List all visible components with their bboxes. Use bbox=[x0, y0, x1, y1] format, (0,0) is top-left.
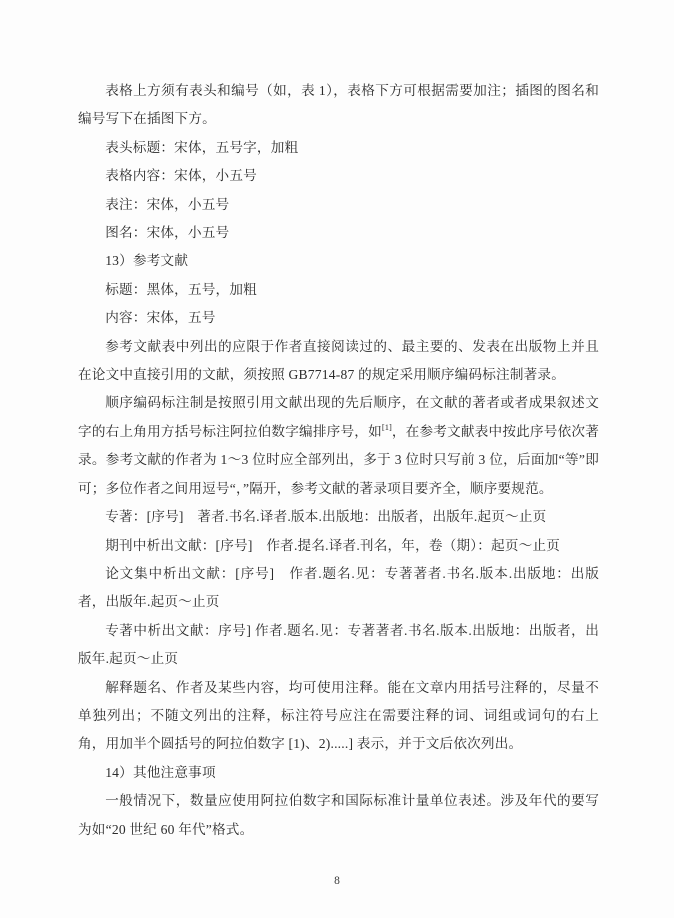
line-table-content-format: 表格内容：宋体，小五号 bbox=[105, 168, 257, 184]
line-table-note-format: 表注：宋体，小五号 bbox=[105, 196, 230, 212]
paragraph-ref-format-monograph-excerpt: 专著中析出文献：序号] 作者.题名.见：专著著者.书名.版本.出版地：出版者，出版年.起页～止页 bbox=[78, 622, 599, 667]
paragraph-reference-scope: 参考文献表中列出的应限于作者直接阅读过的、最主要的、发表在出版物上并且在论文中直接引用的文献，须按照 GB7714-87 的规定采用顺序编码标注制著录。 bbox=[78, 338, 599, 383]
paragraph-numbers-and-units-rule: 一般情况下，数量应使用阿拉伯数字和国际标准计量单位表述。涉及年代的要写为如“20 世纪 60 年代”格式。 bbox=[78, 793, 599, 837]
line-table-header-title-format: 表头标题：宋体，五号字，加粗 bbox=[105, 139, 299, 155]
paragraph-ref-format-proceedings: 论文集中析出文献：[序号] 作者.题名.见：专著著者.书名.版本.出版地：出版者，出版年.起页～止页 bbox=[78, 565, 599, 610]
page-number: 8 bbox=[334, 875, 340, 887]
paragraph-table-caption-rule: 表格上方须有表头和编号（如，表 1），表格下方可根据需要加注；插图的图名和编号写下在插图下方。 bbox=[78, 83, 599, 127]
document-body bbox=[78, 77, 599, 844]
line-reference-content-format: 内容：宋体，五号 bbox=[105, 310, 216, 326]
section-heading-14-other-notes: 14）其他注意事项 bbox=[105, 764, 216, 780]
paragraph-annotation-rules: 解释题名、作者及某些内容，均可使用注释。能在文章内用括号注释的，尽量不单独列出；不随文列出的注释，标注符号应注在需要注释的词、词组或词句的右上角，用加半个圆括号的阿拉伯数字 [1)、2).....] 表示，并于文后依次列出。 bbox=[78, 679, 599, 752]
section-heading-13-references: 13）参考文献 bbox=[105, 253, 189, 269]
paragraph-text: 顺序编码标注制是按照引用文献出现的先后顺序，在文献的著者或者成果叙述文字的右上角用方括号标注阿拉伯数字编排序号，如 bbox=[78, 395, 599, 439]
line-ref-format-monograph: 专著：[序号] 著者.书名.译者.版本.出版地：出版者，出版年.起页～止页 bbox=[105, 509, 547, 525]
line-reference-title-format: 标题：黑体，五号，加粗 bbox=[105, 281, 257, 297]
line-figure-name-format: 图名：宋体，小五号 bbox=[105, 225, 230, 241]
line-ref-format-journal-article: 期刊中析出文献：[序号] 作者.提名.译者.刊名，年，卷（期）：起页～止页 bbox=[105, 537, 561, 553]
paragraph-text: ，在参考文献表中按此序号依次著录。参考文献的作者为 1～3 位时应全部列出，多于 3 位时只写前 3 位，后面加“等”即可；多位作者之间用逗号“，”隔开，参考文献的著录项目要齐全，顺序要规范。 bbox=[78, 423, 600, 496]
superscript-citation-marker: [1] bbox=[381, 421, 392, 432]
paragraph-reference-numbering bbox=[78, 389, 599, 503]
